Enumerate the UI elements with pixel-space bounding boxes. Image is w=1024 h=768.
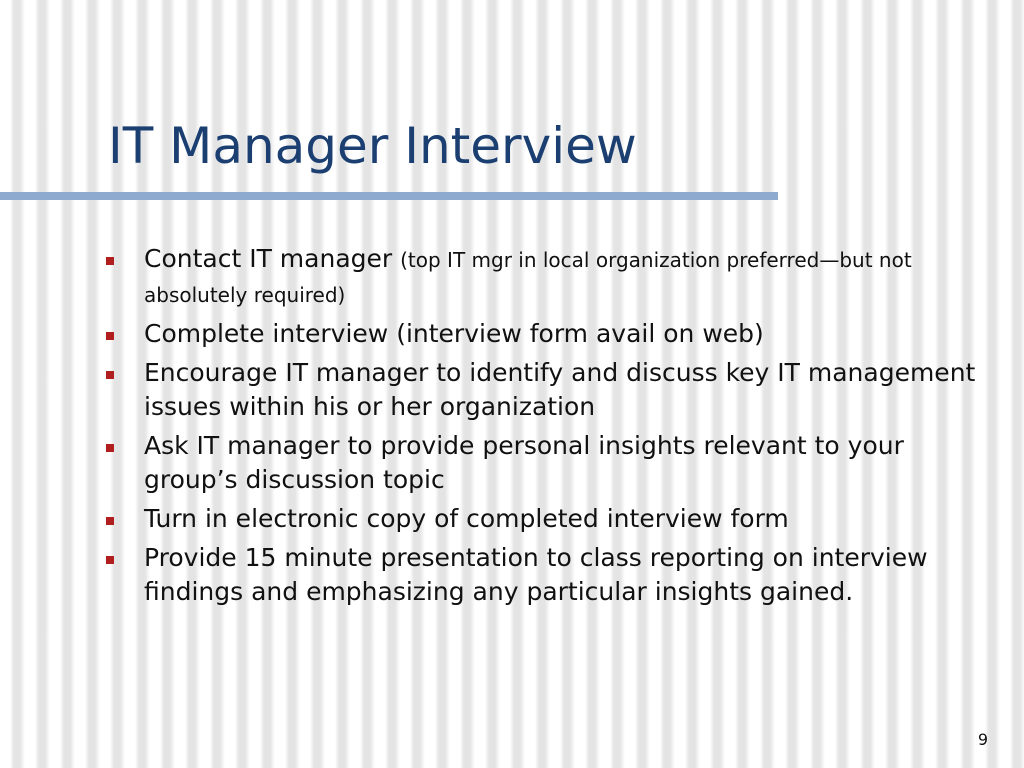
title-underline (0, 192, 778, 200)
bullet-item (104, 242, 984, 312)
square-bullet-icon (106, 371, 114, 379)
bullet-note: (top IT mgr in local organization preferred—but not absolutely required) (144, 248, 912, 307)
slide-title: IT Manager Interview (108, 117, 637, 175)
bullet-item (104, 356, 984, 424)
bullet-text: Turn in electronic copy of completed interview form (144, 504, 789, 533)
bullet-item (104, 541, 984, 609)
square-bullet-icon (106, 556, 114, 564)
bullet-item (104, 317, 984, 351)
bullet-text: Encourage IT manager to identify and discuss key IT management issues within his or her organization (144, 358, 976, 421)
square-bullet-icon (106, 332, 114, 340)
bullet-item (104, 502, 984, 536)
bullet-list (104, 242, 984, 614)
square-bullet-icon (106, 517, 114, 525)
square-bullet-icon (106, 444, 114, 452)
page-number: 9 (977, 730, 988, 749)
bullet-text: Ask IT manager to provide personal insights relevant to your group’s discussion topic (144, 431, 904, 494)
bullet-text: Contact IT manager (144, 244, 401, 273)
bullet-text: Provide 15 minute presentation to class reporting on interview findings and emphasizing any particular insights gained. (144, 543, 928, 606)
bullet-item (104, 429, 984, 497)
square-bullet-icon (106, 257, 114, 265)
bullet-text: Complete interview (interview form avail on web) (144, 319, 764, 348)
